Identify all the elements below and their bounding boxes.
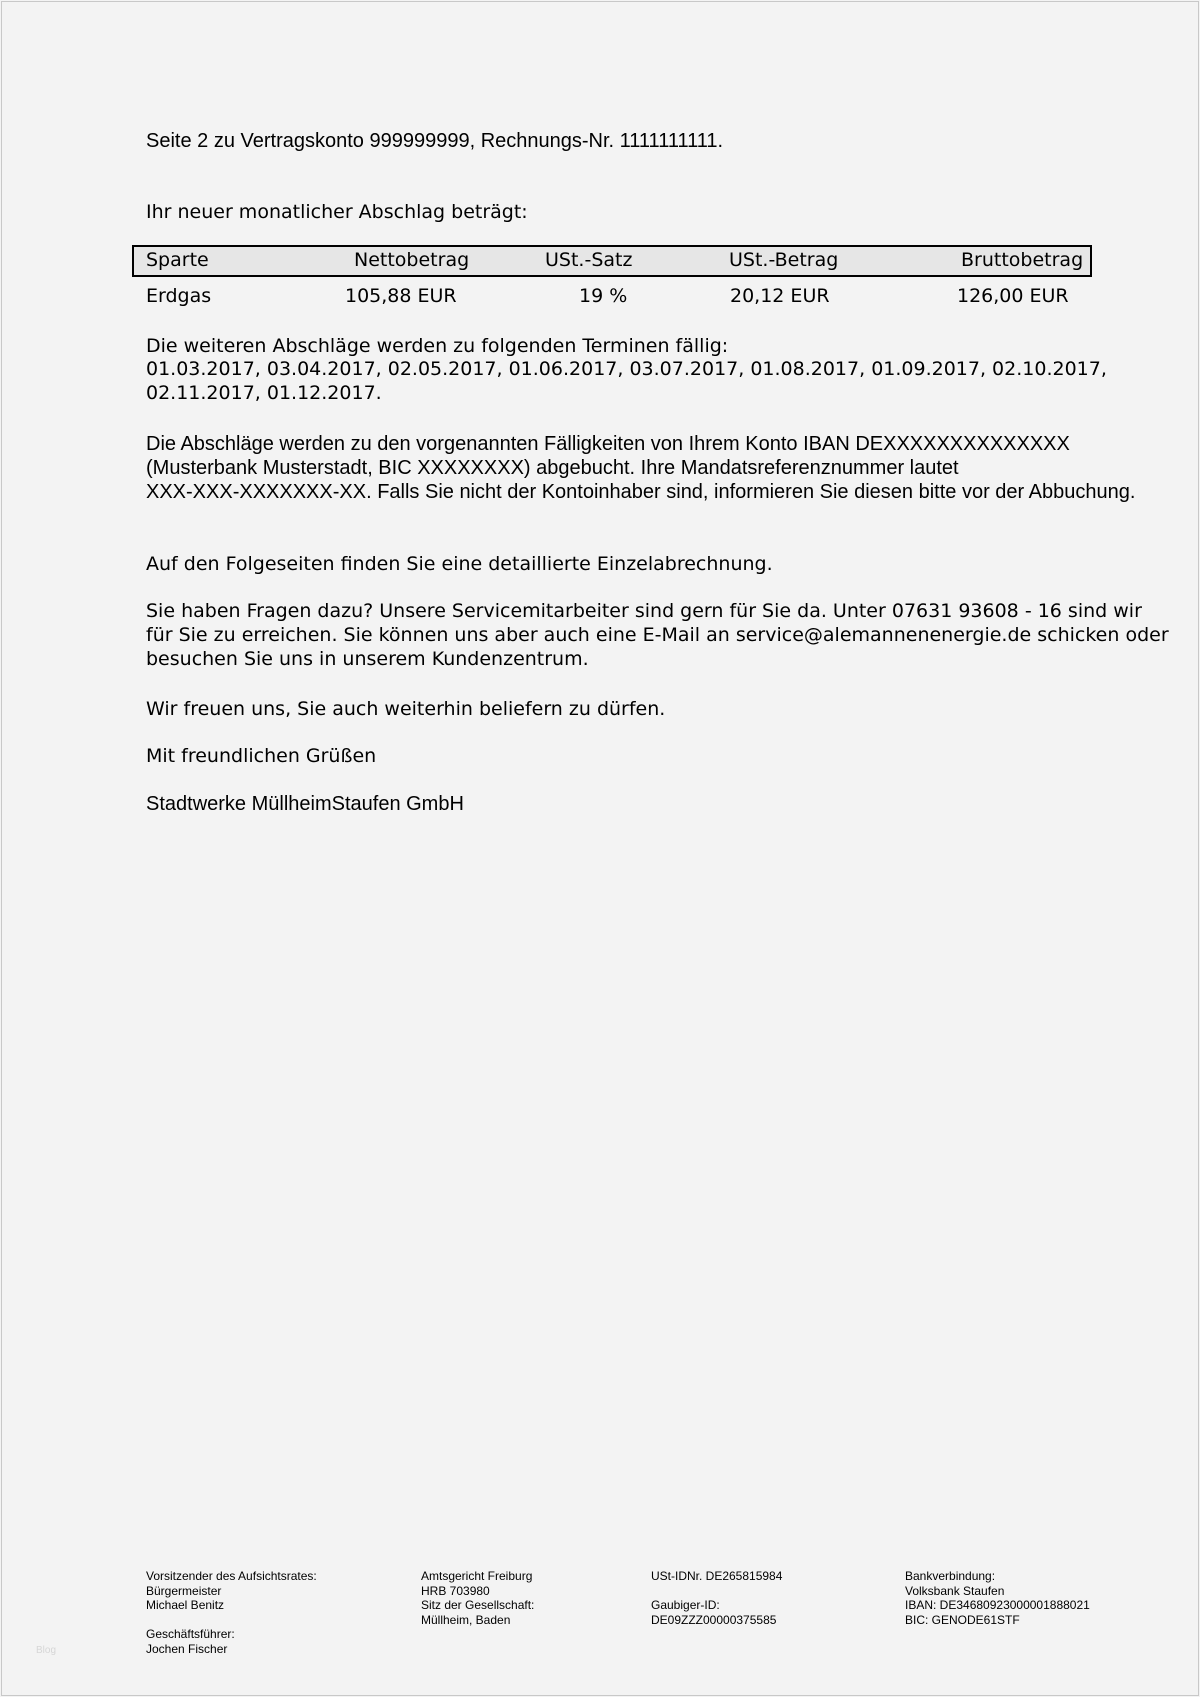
col-header-sparte: Sparte xyxy=(146,249,209,271)
footer-text: BIC: GENODE61STF xyxy=(905,1612,1020,1627)
footer-board xyxy=(146,1569,317,1656)
footer-text: Bürgermeister xyxy=(146,1583,222,1598)
dates-list-1: 01.03.2017, 03.04.2017, 02.05.2017, 01.06.2017, 03.07.2017, 01.08.2017, 01.09.2017, 02.10.2017, xyxy=(146,358,1107,380)
footer-text: HRB 703980 xyxy=(421,1583,490,1598)
footer-text xyxy=(146,1613,317,1628)
cell-ust-betrag: 20,12 EUR xyxy=(730,285,830,307)
cell-bruttobetrag: 126,00 EUR xyxy=(957,285,1069,307)
footer-text: Michael Benitz xyxy=(146,1598,225,1612)
dates-intro: Die weiteren Abschläge werden zu folgenden Terminen fällig: xyxy=(146,335,729,357)
debit-text-3: XXX-XXX-XXXXXXX-XX. Falls Sie nicht der Kontoinhaber sind, informieren Sie diesen bitte vor der Abbuchung. xyxy=(146,481,1136,503)
footer-text: Sitz der Gesellschaft: xyxy=(421,1598,535,1612)
questions-text-3: besuchen Sie uns in unserem Kundenzentrum. xyxy=(146,648,589,670)
footer-bank xyxy=(905,1569,1090,1627)
page-reference: Seite 2 zu Vertragskonto 999999999, Rechnungs-Nr. 1111111111. xyxy=(146,130,724,152)
questions-text-2: für Sie zu erreichen. Sie können uns aber auch eine E-Mail an service@alemannenenergie.de schicken oder xyxy=(146,624,1169,646)
col-header-ust-betrag: USt.-Betrag xyxy=(729,249,839,271)
col-header-nettobetrag: Nettobetrag xyxy=(354,249,470,271)
questions-text-1: Sie haben Fragen dazu? Unsere Servicemitarbeiter sind gern für Sie da. Unter 07631 93608 - 16 sind wir xyxy=(146,600,1142,622)
footer-text: Bankverbindung: xyxy=(905,1569,996,1583)
footer-tax xyxy=(651,1569,782,1627)
footer-text: Geschäftsführer: xyxy=(146,1627,235,1641)
thanks-text: Wir freuen uns, Sie auch weiterhin beliefern zu dürfen. xyxy=(146,698,666,720)
watermark: Blog xyxy=(36,1645,57,1656)
dates-list-2: 02.11.2017, 01.12.2017. xyxy=(146,382,382,404)
footer-text: Volksbank Staufen xyxy=(905,1583,1005,1598)
footer-text: Vorsitzender des Aufsichtsrates: xyxy=(146,1569,317,1583)
footer-text: Jochen Fischer xyxy=(146,1641,228,1656)
footer-text: Amtsgericht Freiburg xyxy=(421,1569,533,1583)
debit-text-1: Die Abschläge werden zu den vorgenannten Fälligkeiten von Ihrem Konto IBAN DEXXXXXXXXXXXXXX xyxy=(146,433,1070,455)
cell-ust-satz: 19 % xyxy=(579,285,628,307)
footer-text: Müllheim, Baden xyxy=(421,1612,511,1627)
company-signature: Stadtwerke MüllheimStaufen GmbH xyxy=(146,793,464,815)
footer-text xyxy=(651,1584,782,1599)
cell-sparte: Erdgas xyxy=(146,285,212,307)
footer-text: USt-IDNr. DE265815984 xyxy=(651,1569,783,1583)
footer-court xyxy=(421,1569,534,1627)
cell-nettobetrag: 105,88 EUR xyxy=(345,285,457,307)
col-header-ust-satz: USt.-Satz xyxy=(545,249,633,271)
intro-text: Ihr neuer monatlicher Abschlag beträgt: xyxy=(146,201,528,223)
debit-text-2: (Musterbank Musterstadt, BIC XXXXXXXX) abgebucht. Ihre Mandatsreferenznummer lautet xyxy=(146,457,959,479)
col-header-bruttobetrag: Bruttobetrag xyxy=(961,249,1084,271)
footer-text: DE09ZZZ00000375585 xyxy=(651,1612,777,1627)
footer-text: IBAN: DE34680923000001888021 xyxy=(905,1598,1090,1612)
footer-text: Gaubiger-ID: xyxy=(651,1598,720,1612)
greeting-text: Mit freundlichen Grüßen xyxy=(146,745,377,767)
followup-text: Auf den Folgeseiten finden Sie eine detaillierte Einzelabrechnung. xyxy=(146,553,773,575)
